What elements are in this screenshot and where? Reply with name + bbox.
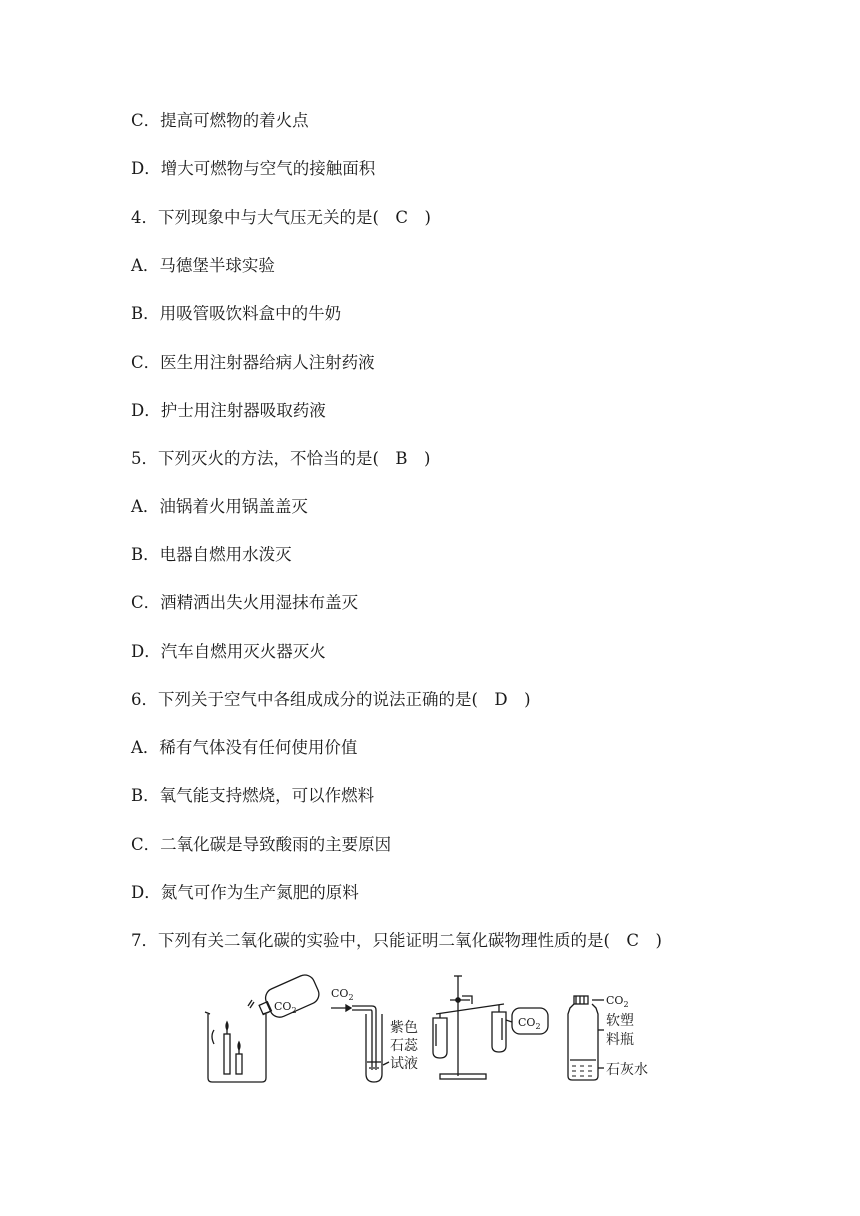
- tube-label-line1: 紫色: [390, 1020, 418, 1036]
- tube-label-line3: 试液: [390, 1056, 418, 1072]
- option-6c: C．二氧化碳是导致酸雨的主要原因: [131, 835, 392, 854]
- question-7: 7．下列有关二氧化碳的实验中，只能证明二氧化碳物理性质的是( C ): [131, 931, 662, 950]
- option-4d: D．护士用注射器吸取药液: [131, 401, 326, 420]
- option-4a: A．马德堡半球实验: [131, 256, 275, 275]
- option-4b: B．用吸管吸饮料盒中的牛奶: [131, 304, 342, 323]
- beaker-candles-diagram: [205, 972, 322, 1082]
- balance-stand-diagram: [433, 976, 548, 1079]
- tube-label-line2: 石蕊: [390, 1038, 418, 1054]
- option-6b: B．氧气能支持燃烧，可以作燃料: [131, 786, 375, 805]
- option-6d: D．氮气可作为生产氮肥的原料: [131, 883, 359, 902]
- option-3d: D．增大可燃物与空气的接触面积: [131, 159, 376, 178]
- experiment-figure: [200, 970, 680, 1090]
- question-6: 6．下列关于空气中各组成成分的说法正确的是( D ): [131, 690, 531, 709]
- bottle-label-line1: 软塑: [606, 1013, 634, 1029]
- option-5a: A．油锅着火用锅盖盖灭: [131, 497, 308, 516]
- bottle-co2-label: $CO_2$: [606, 994, 629, 1009]
- bag-co2-label: $CO_2$: [518, 1016, 541, 1031]
- bottle1-co2-label: $CO_2$: [274, 1000, 297, 1015]
- option-5d: D．汽车自燃用灭火器灭火: [131, 642, 326, 661]
- option-5c: C．酒精洒出失火用湿抹布盖灭: [131, 593, 359, 612]
- option-6a: A．稀有气体没有任何使用价值: [131, 738, 358, 757]
- option-5b: B．电器自燃用水泼灭: [131, 545, 292, 564]
- litmus-tube-diagram: [331, 987, 419, 1082]
- bottle-label-line3: 石灰水: [606, 1062, 648, 1078]
- plastic-bottle-diagram: [568, 994, 648, 1080]
- bottle-label-line2: 料瓶: [606, 1032, 634, 1048]
- question-4: 4．下列现象中与大气压无关的是( C ): [131, 208, 431, 227]
- option-4c: C．医生用注射器给病人注射药液: [131, 353, 375, 372]
- option-3c: C．提高可燃物的着火点: [131, 111, 309, 130]
- question-5: 5．下列灭火的方法，不恰当的是( B ): [131, 449, 431, 468]
- tube-co2-label: $CO_2$: [331, 987, 354, 1002]
